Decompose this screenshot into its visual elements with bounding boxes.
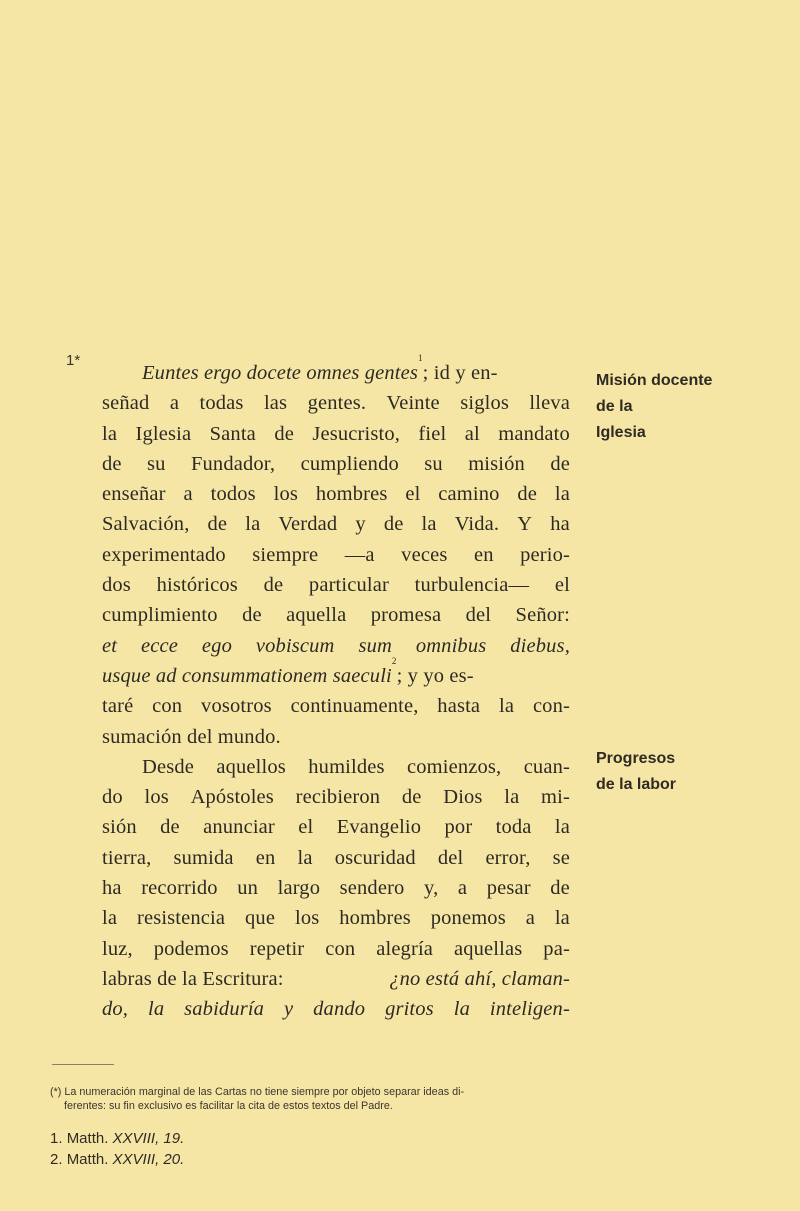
word: Verdad [278,513,338,536]
word: aquella [286,604,347,627]
text-line [102,934,570,964]
text-line [102,843,570,873]
side-note-line: Progresos [596,750,676,767]
word: en [473,543,494,566]
word: sendero [339,877,405,900]
text-line [102,449,570,479]
word: do, [102,998,129,1021]
word: con [325,937,356,960]
word: la [102,907,118,930]
word: anunciar [203,816,275,839]
word: de [401,786,422,809]
word: a [169,392,180,415]
word: podemos [153,937,229,960]
word: Iglesia [135,422,192,445]
reference-citation: XXVIII, 19. [112,1130,185,1147]
word: de [550,452,570,475]
word: la [554,483,570,506]
text-fragment: ; id y en- [422,362,498,384]
word: sumida [173,846,234,869]
word: cuan- [523,755,570,778]
scripture-quote: ¿no está ahí, claman- [389,967,570,990]
word: Veinte [386,392,440,415]
word: de [517,483,538,506]
text-line [102,752,570,782]
word: la [421,513,437,536]
word: Jesucristo, [312,422,401,445]
word: misión [468,452,525,475]
word: los [273,483,298,506]
text-line [102,722,570,752]
word: veces [401,543,448,566]
word: pa- [543,937,570,960]
word: Desde [142,755,194,778]
text-line [102,903,570,933]
word: alegría [376,937,434,960]
word: señad [102,392,150,415]
word: diebus, [510,634,570,657]
word: la [297,846,313,869]
word: de [102,452,122,475]
footnote-line: (*) La numeración marginal de las Cartas no tiene siempre por objeto separar ideas di- [50,1086,465,1098]
word: gritos [385,998,434,1021]
word: de [160,816,180,839]
word: oscuridad [334,846,416,869]
word: mandato [498,422,570,445]
word: et [102,634,118,657]
word: de [242,604,262,627]
reference-citation: XXVIII, 20. [112,1151,185,1168]
text-fragment: ; y yo es- [396,664,474,687]
word: del [437,846,464,869]
word: hombres [315,483,388,506]
word: ecce [141,634,179,657]
reference-number: 1. [50,1130,63,1147]
text-line [102,353,570,388]
word: ha [550,513,570,536]
word: de [274,422,294,445]
word: ego [201,634,232,657]
word: a [183,483,193,506]
word: Apóstoles [190,786,274,809]
word: do [102,786,123,809]
word: experimentado [102,543,226,566]
word: al [464,422,480,445]
word: el [405,483,421,506]
word: Fundador, [190,452,276,475]
word: recibieron [295,786,381,809]
text-fragment: labras de la Escritura: [102,967,284,990]
word: hasta [437,695,481,718]
footnote-line: ferentes: su fin exclusivo es facilitar la cita de estos textos del Padre. [64,1100,393,1112]
footnote-references [50,1128,184,1170]
footnote-marker: 1 [418,353,423,363]
text-fragment: sumación del mundo. [102,725,281,748]
text-line [102,873,570,903]
word: humildes [308,755,385,778]
word: todos [210,483,256,506]
text-line [102,782,570,812]
text-line [102,479,570,509]
word: con- [532,695,570,718]
footnote-marker: 2 [391,655,397,666]
scripture-quote-line [102,994,570,1024]
word: omnibus [415,634,487,657]
word: de [383,513,404,536]
latin-quote: usque ad consummationem saeculi [102,664,392,687]
word: recorrido [141,877,218,900]
word: comienzos, [407,755,502,778]
word: gentes. [307,392,367,415]
word: Señor: [515,604,570,627]
word: ha [102,877,122,900]
word: siglos [460,392,509,415]
text-line [102,540,570,570]
text-line [102,655,570,691]
word: del [465,604,492,627]
word: sum [358,634,392,657]
word: Santa [209,422,256,445]
word: pesar [486,877,531,900]
reference-book: Matth. [66,1130,109,1147]
word: taré [102,695,134,718]
latin-quote-line [102,631,570,661]
word: la [245,513,261,536]
word: todas [199,392,244,415]
word: la [102,422,118,445]
side-note-mision [596,368,712,446]
word: los [294,907,320,930]
word: Vida. [454,513,500,536]
word: de [263,574,284,597]
word: la [554,816,570,839]
word: continuamente, [290,695,419,718]
word: por [444,816,473,839]
word: resistencia [136,907,226,930]
word: luz, [102,937,133,960]
word: dando [313,998,366,1021]
word: a [525,907,535,930]
word: históricos [156,574,238,597]
word: un [237,877,259,900]
reference-item [50,1149,184,1170]
word: y [355,513,366,536]
word: Y [517,513,533,536]
text-line [102,812,570,842]
word: la [499,695,515,718]
text-line [102,964,570,994]
side-note-line: Misión docente [596,372,713,389]
word: aquellos [216,755,286,778]
word: los [144,786,169,809]
word: error, [485,846,531,869]
word: hombres [339,907,411,930]
word: ponemos [430,907,506,930]
word: mi- [541,786,570,809]
reference-item [50,1128,184,1149]
word: fiel [418,422,447,445]
word: vobiscum [255,634,335,657]
side-note-line: Iglesia [596,424,646,441]
word: dos [102,574,131,597]
text-line [102,419,570,449]
word: Salvación, [102,513,190,536]
reference-book: Matth. [66,1151,109,1168]
text-line [102,691,570,721]
word: la [554,907,570,930]
word: Evangelio [336,816,422,839]
word: cumplimiento [102,604,218,627]
main-text [102,353,570,1025]
word: las [263,392,288,415]
text-line [102,388,570,418]
side-note-line: de la [596,398,633,415]
word: —a [344,543,375,566]
word: con [152,695,183,718]
word: su [424,452,443,475]
word: vosotros [201,695,272,718]
word: la [504,786,520,809]
side-note-progresos [596,746,676,798]
reference-number: 2. [50,1151,63,1168]
word: toda [495,816,532,839]
word: se [552,846,570,869]
word: promesa [370,604,442,627]
footnote-general [50,1085,690,1113]
text-line [102,600,570,630]
word: que [245,907,276,930]
text-line [102,570,570,600]
word: su [147,452,166,475]
word: el [554,574,570,597]
side-note-line: de la labor [596,776,677,793]
text-line [102,509,570,539]
word: inteligen- [489,998,570,1021]
word: el [298,816,314,839]
word: camino [438,483,500,506]
word: largo [277,877,321,900]
word: en [255,846,276,869]
word: de [207,513,228,536]
word: particular [308,574,389,597]
word: de [550,877,570,900]
word: repetir [249,937,305,960]
word: Dios [443,786,483,809]
word: a [457,877,468,900]
word: cumpliendo [300,452,399,475]
word: la [147,998,165,1021]
footnote-rule [52,1064,114,1065]
word: aquellas [453,937,523,960]
word: la [453,998,470,1021]
word: lleva [529,392,570,415]
latin-quote: Euntes ergo docete omnes gentes [142,362,419,384]
word: sabiduría [184,998,265,1021]
word: sión [102,816,137,839]
word: y, [424,877,439,900]
word: enseñar [102,483,166,506]
word: tierra, [102,846,152,869]
word: siempre [252,543,319,566]
word: turbulencia— [414,574,530,597]
word: perio- [520,543,570,566]
word: y [284,998,294,1021]
marginal-number: 1* [66,352,81,369]
